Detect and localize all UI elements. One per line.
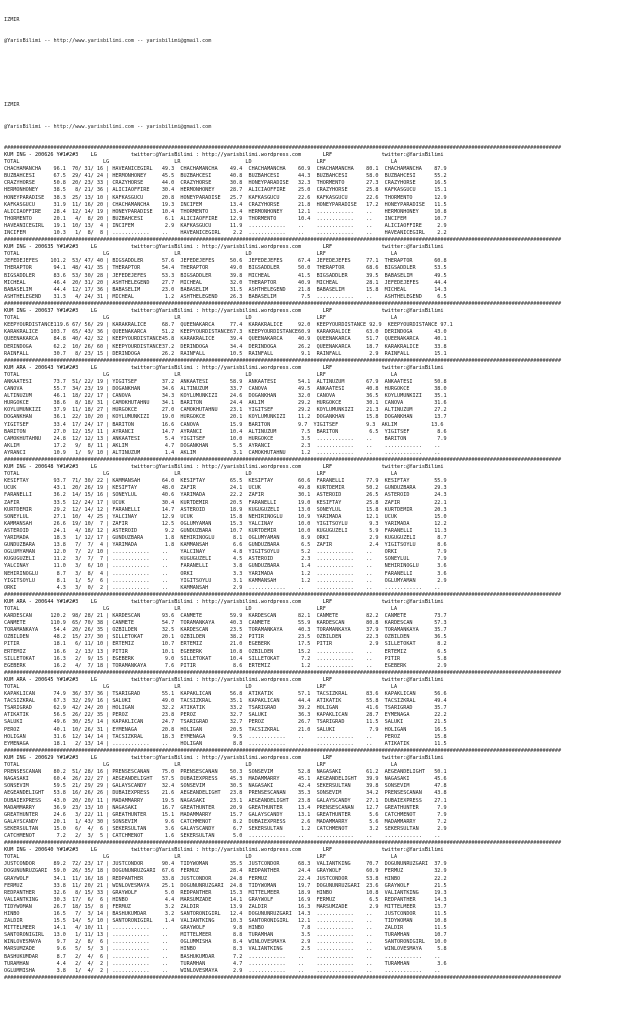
table-row: MITTELMEER 14.1 4/ 10/ 11 | ............ .. GRAYWOLF 9.8 HINBO 7.8 ............ .. ZALDIR 11.5 (4, 925, 447, 932)
table-row: BABASELIM 44.4 12/ 17/ 36 | BABASELIM 23.0 BABASELIM 31.5 ASHTHELEGEND 21.8 BABASELIM 15.8 MICHEAL 14.3 (4, 286, 447, 293)
table-row: SALUKI 49.6 30/ 25/ 14 | KAPAKLICAN 24.7 TSARIGRAD 32.7 PEROZ 26.7 TSARIGRAD 11.5 SALUKI 21.5 (4, 719, 447, 726)
race-header: KUM ING - 200626 Y#1#2#3 LG twitter:@YarisBilimi : http://yarisbilimi.wordpress.com LRF twitter:@YarisBilimi (4, 151, 444, 158)
column-header: TOTAL LG LR LD LRF LA (4, 854, 398, 861)
column-header: TOTAL LG LR LD LRF LA (4, 251, 398, 258)
table-row: FERMUZ 33.8 11/ 20/ 21 | WINLOVESMAYA 25.1 DOGUNUNRUZGARI 24.8 TIDYWOMAN 19.7 DOGUNUNRUZGARI 23.6 GRAYWOLF 21.5 (4, 882, 447, 889)
separator-line: #################################################################################################################################################################################### (4, 591, 562, 598)
table-row: DOGUNUNRUZGARI 59.0 26/ 35/ 18 | DOGUNUNRUZGARI 67.6 FERMUZ 28.4 REDPANTHER 24.4 GRAYWOLF 60.9 FERMUZ 32.9 (4, 868, 447, 875)
table-row: TIDYWOMAN 26.7 18/ 15/ 8 | FERMUZ 3.2 ZALDIR 13.9 ZALDIR 16.3 MARSUMZADE 2.9 MITTELMEER 13.7 (4, 903, 447, 910)
table-row: YALCINAY 11.0 3/ 6/ 10 | ............ .. FARANELLI 3.8 GUNDUZBARA 1.4 ............ .. NEHIRINOGLU 3.6 (4, 563, 447, 570)
table-row: ZAFIR 33.5 12/ 24/ 17 | UCUK 30.4 KURTDEMIR 20.5 FARANELLI 19.0 KESIFTAY 25.8 ZAFIR 22.1 (4, 499, 447, 506)
table-row: HURGOKCE 38.6 8/ 18/ 31 | CAMOKHUTAHNU 34.1 BARITON 24.4 AKLIM 29.2 HURGOKCE 30.1 CANOVA 31.6 (4, 400, 447, 407)
table-row: INCIFEM 10.3 1/ 8/ 8 | ............ .. HAVEANICEGIRL 2.2 ............ .. ............ .. HAVEANICEGIRL 2.2 (4, 230, 447, 236)
race-block (4, 145, 628, 237)
separator-line: #################################################################################################################################################################################### (4, 747, 562, 754)
table-row: NAGASAKI 60.4 26/ 22/ 27 | AEGEANDELIGHT 57.5 DUBAIEXPRESS 45.3 MADAMMARRY 45.1 AEGEANDELIGHT 39.9 NAGASAKI 45.6 (4, 776, 447, 783)
table-row: CRAZYHORSE 50.8 20/ 23/ 33 | CRAZYHORSE 44.0 CRAZYHORSE 30.8 HONEYPARADISE 32.3 THORMENTO 27.3 CRAZYHORSE 16.5 (4, 180, 447, 187)
race-header: KUM ARA - 200644 Y#1#2#3 LG twitter:@YarisBilimi : http://yarisbilimi.wordpress.com LRF twitter:@YarisBilimi (4, 598, 444, 605)
separator-line: #################################################################################################################################################################################### (4, 457, 562, 463)
table-row: VALIANTKING 30.3 17/ 6/ 6 | HINBO 4.4 MARSUMZADE 14.1 GRAYWOLF 16.9 FERMUZ 6.5 REDPANTHER 14.3 (4, 896, 447, 903)
table-row: CATCHMENOT 7.2 2/ 3/ 5 | CATCHMENOT 1.6 SEKERSULTAN 5.0 ............ .. ............ .. ............ .. (4, 832, 441, 839)
race-header: KUM ING - 200637 Y#1#2#3 LG twitter:@YarisBilimi : http://yarisbilimi.wordpress.com LRF twitter:@YarisBilimi (4, 308, 444, 315)
column-header: TOTAL LG LR LD LRF LA (4, 471, 398, 478)
table-row: ERTEMIZ 16.6 2/ 13/ 13 | PITIR 10.1 EGEBERK 10.8 OZBILDEN 15.2 ............ .. ERTEMIZ 6.5 (4, 648, 447, 655)
table-row: YARIMADA 18.3 1/ 12/ 17 | GUNDUZBARA 1.8 NEHIRINOGLU 8.1 OGLUMYAMAN 8.9 ORKI 2.9 KUGUGUZELI 8.7 (4, 535, 447, 542)
table-row: YIGITSOYLU 8.1 1/ 5/ 6 | ............ .. YIGITSOYLU 3.1 KAMMANSAH 1.2 ............ .. OGLUMYAMAN 2.9 (4, 577, 447, 584)
table-row: EYMENAGA 18.1 2/ 13/ 14 | ............ .. HOLIGAN 8.8 ............ .. ............ .. ATIKATIK 11.5 (4, 740, 447, 747)
table-row: ATIKATIK 56.5 26/ 22/ 35 | PEROZ 23.8 PEROZ 32.7 SALUKI 36.3 KAPAKLICAN 28.7 EYMENAGA 22.2 (4, 712, 447, 719)
spacer (4, 60, 628, 67)
separator-line: #################################################################################################################################################################################### (4, 144, 562, 151)
table-row: REDPANTHER 32.6 8/ 15/ 33 | GRAYWOLF 5.0 REDPANTHER 15.3 MITTELMEER 18.9 HINBO 10.8 VALIANTKING 19.3 (4, 889, 447, 896)
race-block (4, 670, 628, 748)
race-header: KUM ING - 200635 Y#1#2#3 LG twitter:@YarisBilimi : http://yarisbilimi.wordpress.com LRF twitter:@YarisBilimi (4, 244, 444, 251)
table-row: RAINFALL 30.7 8/ 23/ 15 | DERINDOGA 26.2 RAINFALL 10.5 RAINFALL 9.1 RAINFALL 2.9 RAINFALL 15.1 (4, 350, 447, 357)
race-block (4, 457, 628, 592)
table-row: ANKAATESI 73.7 51/ 22/ 19 | YIGITSEF 37.2 ANKAATESI 58.9 ANKAATESI 54.1 ALTINUZUM 67.9 ANKAATESI 50.8 (4, 378, 447, 385)
column-header: TOTAL LG LR LD LRF LA (4, 371, 398, 378)
separator-line: #################################################################################################################################################################################### (4, 974, 562, 981)
table-row: KESIFTAY 93.7 71/ 30/ 22 | KAMMANSAH 64.0 KESIFTAY 65.5 KESIFTAY 60.6 FARANELLI 77.9 KESIFTAY 55.9 (4, 478, 447, 485)
table-row: GREATHUNTER 24.6 3/ 22/ 11 | GREATHUNTER 15.1 MADAMMARRY 15.7 GALAYSCANDY 13.1 GREATHUNTER 5.6 CATCHMENOT 7.9 (4, 811, 447, 818)
separator-line: #################################################################################################################################################################################### (4, 669, 562, 676)
table-row: GRAYWOLF 34.1 11/ 16/ 18 | REDPANTHER 33.8 JUSTCONDOR 24.8 FERMUZ 22.4 JUSTCONDOR 53.8 HINBO 22.2 (4, 875, 447, 882)
table-row: TSARIGRAD 62.9 42/ 24/ 20 | HOLIGAN 32.2 ATIKATIK 33.2 TSARIGRAD 39.2 HOLIGAN 41.6 TSARIGRAD 35.7 (4, 705, 447, 712)
table-row: AEGEANDELIGHT 53.8 16/ 26/ 26 | DUBAIEXPRESS 21.6 AEGEANDELIGHT 23.8 PRENSESCANAN 35.3 SONSEVIM 34.2 PRENSESCANAN 43.8 (4, 790, 447, 797)
race-block (4, 301, 628, 358)
table-row: PITIR 18.1 6/ 11/ 10 | ERTEMIZ 10.7 ERTEMIZ 21.0 EGEBERK 17.5 PITIR 2.9 SILLETOKAT 8.2 (4, 641, 447, 648)
table-row: QUEENAKARCA 84.8 40/ 42/ 32 | KEEPYOURDISTANCE45.8 KARAKRALICE 39.4 QUEENAKARCA 40.9 QUEENAKARCA 51.7 QUEENAKARCA 40.1 (4, 336, 447, 343)
spacer (4, 81, 628, 88)
race-header: KUM ARA - 200643 Y#1#2#3 LG twitter:@YarisBilimi : http://yarisbilimi.wordpress.com LRF twitter:@YarisBilimi (4, 364, 444, 371)
table-row: EGEBERK 16.2 4/ 7/ 18 | TORAMANKAYA 7.6 PITIR 8.6 ERTEMIZ 1.2 ............ .. EGEBERK 2.9 (4, 662, 447, 669)
table-row: CANMETE 110.9 65/ 70/ 38 | CANMETE 54.7 TORAMANKAYA 40.3 CANMETE 55.9 KARDESCAN 80.8 KARDESCAN 57.3 (4, 620, 447, 627)
table-row: FARANELLI 36.2 14/ 15/ 16 | SONEYLUL 40.6 YARIMADA 22.2 ZAFIR 30.1 ASTEROID 26.5 ASTEROID 24.3 (4, 492, 447, 499)
table-row: ORKI 4.3 3/ 0/ 2 | ............ .. KAMMANSAH 2.9 ............ .. ............ .. ............ .. (4, 584, 441, 591)
table-row: DUBAIEXPRESS 43.0 20/ 20/ 11 | MADAMMARRY 19.5 NAGASAKI 23.1 AEGEANDELIGHT 23.8 GALAYSCANDY 27.1 DUBAIEXPRESS 27.1 (4, 797, 447, 804)
table-row: BARITON 27.0 12/ 15/ 11 | AYRANCI 14.7 AYRANCI 10.4 ALTINUZUM 7.5 BARITON 6.5 YIGITSEF 8.6 (4, 428, 447, 435)
table-row: THORMENTO 20.1 4/ 8/ 20 | BUZBAHCESI 6.1 ALICIAOFFIRE 12.9 THORMENTO 10.4 ............ .. INCIFEM 10.7 (4, 215, 447, 222)
race-header: KUM ING - 200629 Y#1#2#3 LG twitter:@YarisBilimi : http://yarisbilimi.wordpress.com LRF twitter:@YarisBilimi (4, 754, 444, 761)
table-row: KAPAKLICAN 74.9 36/ 37/ 36 | TSARIGRAD 55.1 KAPAKLICAN 56.8 ATIKATIK 57.1 TACSIZKRAL 83.6 KAPAKLICAN 56.6 (4, 691, 447, 698)
table-row: TORAMANKAYA 54.4 20/ 26/ 35 | OZBILDEN 32.5 KARDESCAN 23.5 TORAMANKAYA 40.3 TORAMANKAYA 37.9 TORAMANKAYA 35.7 (4, 627, 447, 634)
table-row: PRENSESCANAN 80.2 51/ 28/ 16 | PRENSESCANAN 75.0 PRENSESCANAN 50.3 SONSEVIM 52.8 NAGASAKI 61.2 AEGEANDELIGHT 50.1 (4, 769, 447, 776)
race-block (4, 237, 628, 301)
separator-line: #################################################################################################################################################################################### (4, 237, 562, 244)
table-row: MARSUMZADE 9.6 5/ 5/ 3 | ............ .. HINBO 8.3 VALIANTKING 2.5 ............ .. WINLOVESMAYA 5.8 (4, 946, 447, 953)
table-row: TACSIZKRAL 67.3 32/ 29/ 16 | SALUKI 49.0 TACSIZKRAL 35.1 KAPAKLICAN 44.4 ATIKATIK 55.8 TACSIZKRAL 49.4 (4, 698, 447, 705)
table-row: THERAPTOR 94.1 48/ 41/ 35 | THERAPTOR 54.4 THERAPTOR 49.0 BIGSADDLER 50.0 THERAPTOR 68.6 BIGSADDLER 53.5 (4, 265, 447, 272)
table-row: KAMMANSAH 26.6 19/ 10/ 7 | ZAFIR 12.5 OGLUMYAMAN 15.3 YALCINAY 10.0 YIGITSOYLU 9.3 YARIMADA 12.2 (4, 520, 447, 527)
table-row: GUNDUZBARA 13.8 7/ 7/ 4 | YARIMADA 1.8 KAMMANSAH 6.6 GUNDUZBARA 6.5 ZAFIR 2.4 YIGITSOYLU 8.6 (4, 542, 447, 549)
table-row: WINLOVESMAYA 9.7 2/ 8/ 6 | ............ .. OGLUMMISHA 8.4 WINLOVESMAYA 2.9 ............ .. SANTORONIGIRL 10.0 (4, 939, 447, 946)
table-row: HERMONHONEY 38.5 8/ 21/ 36 | ALICIAOFFIRE 30.4 HERMONHONEY 28.7 ALICIAOFFIRE 25.0 CRAZYHORSE 25.8 KAFKASGUCU 15.1 (4, 187, 447, 194)
table-row: GALAYSCANDY 20.1 1/ 43/ 30 | SONSEVIM 9.6 CATCHMENOT 8.2 DUBAIEXPRESS 2.6 MADAMMARRY 5.6 MADAMMARRY 7.2 (4, 818, 447, 825)
table-row: TURAMHAN 4.4 2/ 4/ 2 | ............ .. TURAMHAN 4.7 ............ .. ............ .. TURAMHAN 3.6 (4, 960, 447, 967)
table-row: BIGSADDLER 83.6 53/ 30/ 28 | JEFEDEJEFES 53.3 BIGSADDLER 39.8 MICHEAL 41.5 BIGSADDLER 39.5 BABASELIM 49.5 (4, 272, 447, 279)
separator-line: #################################################################################################################################################################################### (4, 357, 562, 364)
table-row: ZALDIR 15.5 14/ 5/ 10 | SANTORONIGIRL 1.4 VALIANTKING 10.3 SANTORONIGIRL 12.1 ............ .. TIDYWOMAN 10.8 (4, 918, 447, 925)
table-row: SONEYLUL 27.1 10/ 4/ 25 | YALCINAY 12.9 UCUK 15.8 NEHIRINOGLU 10.9 YARIMADA 12.1 UCUK 15.0 (4, 513, 447, 520)
separator-line: #################################################################################################################################################################################### (4, 840, 562, 847)
table-row: OGLUMMISHA 3.8 1/ 4/ 2 | ............ .. WINLOVESMAYA 2.9 ............ .. ............ .. ............ .. (4, 967, 441, 974)
column-header: TOTAL LG LR LD LRF LA (4, 684, 398, 690)
race-block (4, 748, 628, 840)
table-row: SANTORONIGIRL 13.0 1/ 11/ 13 | ............ .. MITTELMEER 8.8 TURAMHAN 3.5 ............ .. TURAMHAN 10.7 (4, 932, 447, 939)
race-block (4, 592, 628, 670)
table-row: NEHIRINOGLU 8.7 3/ 8/ 4 | ............ .. ORKI 3.3 YARIMADA 1.2 ............ .. FARANELLI 3.6 (4, 570, 447, 577)
race-header: KUM ING - 200648 Y#1#2#3 LG twitter:@YarisBilimi : http://yarisbilimi.wordpress.com LRF twitter:@YarisBilimi (4, 464, 444, 471)
table-row: OZBILDEN 48.2 15/ 27/ 30 | SILLETOKAT 20.1 OZBILDEN 38.2 PITIR 23.5 OZBILDEN 22.3 OZBILDEN 36.5 (4, 634, 447, 641)
table-row: SILLETOKAT 16.3 2/ 9/ 15 | EGEBERK 9.0 SILLETOKAT 10.4 SILLETOKAT 7.2 ............ .. PITIR 5.8 (4, 655, 447, 662)
table-row: AYRANCI 10.9 1/ 9/ 10 | ALTINUZUM 1.4 AKLIM 3.1 CAMOKHUTAHNU 1.2 ............ .. ............ .. (4, 449, 441, 456)
table-row: AKLIM 17.2 9/ 8/ 11 | AKLIM 4.7 DOGANKHAN 5.5 AYRANCI 2.3 ............ .. ............ .. (4, 442, 441, 449)
table-row: BASHUKUMDAR 8.7 2/ 4/ 6 | ............ .. BASHUKUMDAR 7.2 ............ .. ............ .. ............ .. (4, 953, 441, 960)
city-title: IZMIR (4, 17, 20, 24)
table-row: HINBO 16.5 7/ 3/ 14 | BASHUKUMDAR 3.2 SANTORONIGIRL 12.4 DOGUNUNRUZGARI 14.3 ............ .. JUSTCONDOR 11.5 (4, 911, 447, 917)
table-row: ASHTHELEGEND 31.3 4/ 24/ 31 | MICHEAL 1.2 ASHTHELEGEND 26.3 BABASELIM 7.5 ............ .. ASHTHELEGEND 6.5 (4, 293, 447, 300)
table-row: KAFKASGUCU 31.9 11/ 16/ 20 | CHACHAMANCHA 19.3 INCIFEM 13.4 CRAZYHORSE 21.8 HONEYPARADISE 17.2 HONEYPARADISE 11.5 (4, 201, 447, 208)
race-header: KUM ARA - 200645 Y#1#2#3 LG twitter:@YarisBilimi : http://yarisbilimi.wordpress.com LRF twitter:@YarisBilimi (4, 676, 444, 683)
credit-line: @YarisBilimi -- http://www.yarisbilimi.com -- yarisbilimi@gmail.com (4, 38, 212, 45)
table-row: HONEYPARADISE 38.3 25/ 13/ 10 | KAFKASGUCU 20.8 HONEYPARADISE 25.7 KAFKASGUCU 22.6 KAFKASGUCU 22.6 THORMENTO 12.9 (4, 194, 447, 201)
table-row: ALTINUZUM 46.1 18/ 22/ 17 | CANOVA 34.3 KOYLUMUNKIZI 24.6 DOGANKHAN 32.0 CANOVA 36.5 KOYLUMUNKIZI 35.1 (4, 393, 447, 400)
separator-line: #################################################################################################################################################################################### (4, 300, 562, 307)
table-row: JUSTCONDOR 89.2 72/ 23/ 17 | JUSTCONDOR 90.4 TIDYWOMAN 35.5 JUSTCONDOR 68.3 VALIANTKING 70.7 DOGUNUNRUZGARI 37.9 (4, 861, 447, 868)
table-row: KARAKRALICE 103.7 65/ 43/ 36 | QUEENAKARCA 51.2 KEEPYOURDISTANCE67.3 KEEPYOURDISTANCE60.9 KARAKRALICE 63.0 DERINDOGA 43.0 (4, 329, 447, 336)
table-row: SONSEVIM 59.5 21/ 29/ 29 | GALAYSCANDY 32.4 SONSEVIM 30.5 NAGASAKI 42.4 SEKERSULTAN 39.8 SONSEVIM 47.8 (4, 783, 447, 790)
table-row: KOYLUMUNKIZI 37.9 11/ 18/ 27 | HURGOKCE 27.0 CAMOKHUTAHNU 23.1 YIGITSEF 29.2 KOYLUMUNKIZI 21.3 ALTINUZUM 27.2 (4, 407, 447, 414)
table-row: MICHEAL 46.4 20/ 31/ 20 | ASHTHELEGEND 27.7 MICHEAL 32.0 THERAPTOR 40.9 MICHEAL 28.1 JEFEDEJEFES 44.4 (4, 279, 447, 286)
table-row: OGLUMYAMAN 12.0 7/ 2/ 10 | ............ .. YALCINAY 4.8 YIGITSOYLU 5.2 ............ .. ORKI 7.9 (4, 549, 447, 556)
table-row: KEEPYOURDISTANCE119.6 67/ 56/ 29 | KARAKRALICE 68.7 QUEENAKARCA 77.4 KARAKRALICE 92.0 KEEPYOURDISTANCE 92.9 KEEPYOURDISTANCE 97.1 (4, 322, 453, 329)
column-header: TOTAL LG LR LD LRF LA (4, 159, 398, 166)
table-row: KARDESCAN 120.2 98/ 28/ 21 | KARDESCAN 93.6 CANMETE 59.9 KARDESCAN 82.1 CANMETE 82.2 CANMETE 73.7 (4, 613, 447, 620)
table-row: YIGITSEF 33.4 17/ 24/ 17 | BARITON 16.6 CANOVA 15.9 BARITON 9.7 YIGITSEF 9.3 AKLIM 13.6 (4, 421, 444, 428)
table-row: PEROZ 40.1 10/ 26/ 31 | EYMENAGA 20.8 HOLIGAN 20.5 TACSIZKRAL 21.0 SALUKI 7.9 HOLIGAN 16.5 (4, 726, 447, 733)
table-row: UCUK 43.1 20/ 26/ 19 | KESIFTAY 48.0 ZAFIR 24.1 UCUK 49.8 KURTDEMIR 50.2 GUNDUZBARA 29.3 (4, 485, 447, 492)
table-row: MADAMMARRY 36.9 23/ 13/ 10 | NAGASAKI 16.7 GREATHUNTER 20.9 GREATHUNTER 13.4 PRENSESCANAN 12.7 GREATHUNTER 7.9 (4, 804, 447, 811)
table-row: ASTEROID 24.1 4/ 18/ 12 | ASTEROID 9.2 GUNDUZBARA 10.7 KURTDEMIR 10.0 KUGUGUZELI 5.9 FARANELLI 11.3 (4, 527, 447, 534)
race-header: KUM ING - 200640 Y#1#2#3 LG twitter:@YarisBilimi : http://yarisbilimi.wordpress.com LRF twitter:@YarisBilimi (4, 847, 444, 854)
table-row: CAMOKHUTAHNU 24.8 12/ 12/ 13 | ANKAATESI 5.4 YIGITSEF 10.0 HURGOKCE 3.5 ............ .. BARITON 7.9 (4, 435, 447, 442)
table-row: HAVEANICEGIRL 19.1 10/ 13/ 4 | INCIFEM 2.9 KAFKASGUCU 11.9 ............ .. ............ .. ALICIAOFFIRE 2.9 (4, 222, 447, 229)
column-header: TOTAL LG LR LD LRF LA (4, 762, 398, 769)
race-block (4, 358, 628, 457)
table-row: KUGUGUZELI 11.2 3/ 7/ 7 | ............ .. KUGUGUZELI 4.5 ASTEROID 2.3 ............ .. SONEYLUL 7.9 (4, 556, 447, 563)
table-row: HOLIGAN 31.6 12/ 14/ 14 | TACSIZKRAL 18.3 EYMENAGA 9.5 ............ .. ............ .. PEROZ 15.8 (4, 733, 447, 740)
table-row: CANOVA 55.7 34/ 23/ 19 | DOGANKHAN 34.6 ALTINUZUM 33.7 CANOVA 49.5 ANKAATESI 40.8 HURGOKCE 38.0 (4, 386, 447, 393)
column-header: TOTAL LG LR LD LRF LA (4, 315, 398, 322)
column-header: TOTAL LG LR LD LRF LA (4, 605, 398, 612)
table-row: BUZBAHCESI 67.5 29/ 41/ 24 | HERMONHONEY 45.5 BUZBAHCESI 40.8 BUZBAHCESI 44.3 BUZBAHCESI 58.0 BUZBAHCESI 55.2 (4, 173, 447, 180)
table-row: KURTDEMIR 29.2 12/ 14/ 12 | FARANELLI 14.7 ASTEROID 18.9 KUGUGUZELI 13.0 SONEYLUL 15.8 KURTDEMIR 20.3 (4, 506, 447, 513)
table-row: DERINDOGA 62.2 10/ 26/ 60 | KEEPYOURDISTANCE37.2 DERINDOGA 34.4 DERINDOGA 26.2 QUEENAKARCA 18.7 KARAKRALICE 33.8 (4, 343, 447, 350)
race-block (4, 840, 628, 975)
race-blocks (4, 145, 628, 982)
table-row: JEFEDEJEFES 101.2 53/ 47/ 40 | BIGSADDLER 57.6 JEFEDEJEFES 50.6 JEFEDEJEFES 67.4 JEFEDEJEFES 77.1 THERAPTOR 60.8 (4, 258, 447, 265)
table-row: ALICIAOFFIRE 28.4 12/ 14/ 19 | HONEYPARADISE 10.4 THORMENTO 13.4 HERMONHONEY 12.1 ............ .. HERMONHONEY 10.8 (4, 208, 447, 215)
city-title-repeat: IZMIR (4, 102, 20, 109)
credit-line-repeat: @YarisBilimi -- http://www.yarisbilimi.com -- yarisbilimi@gmail.com (4, 123, 212, 130)
table-row: SEKERSULTAN 15.0 6/ 4/ 6 | SEKERSULTAN 3.6 GALAYSCANDY 6.7 SEKERSULTAN 1.2 CATCHMENOT 3.2 SEKERSULTAN 2.9 (4, 825, 447, 832)
table-row: CHACHAMANCHA 96.1 70/ 31/ 16 | HAVEANICEGIRL 49.3 CHACHAMANCHA 49.4 CHACHAMANCHA 60.9 CHACHAMANCHA 80.1 CHACHAMANCHA 87.9 (4, 166, 447, 173)
table-row: DOGANKHAN 36.1 22/ 10/ 20 | KOYLUMUNKIZI 19.0 HURGOKCE 20.1 KOYLUMUNKIZI 11.2 DOGANKHAN 15.8 DOGANKHAN 13.7 (4, 414, 447, 421)
